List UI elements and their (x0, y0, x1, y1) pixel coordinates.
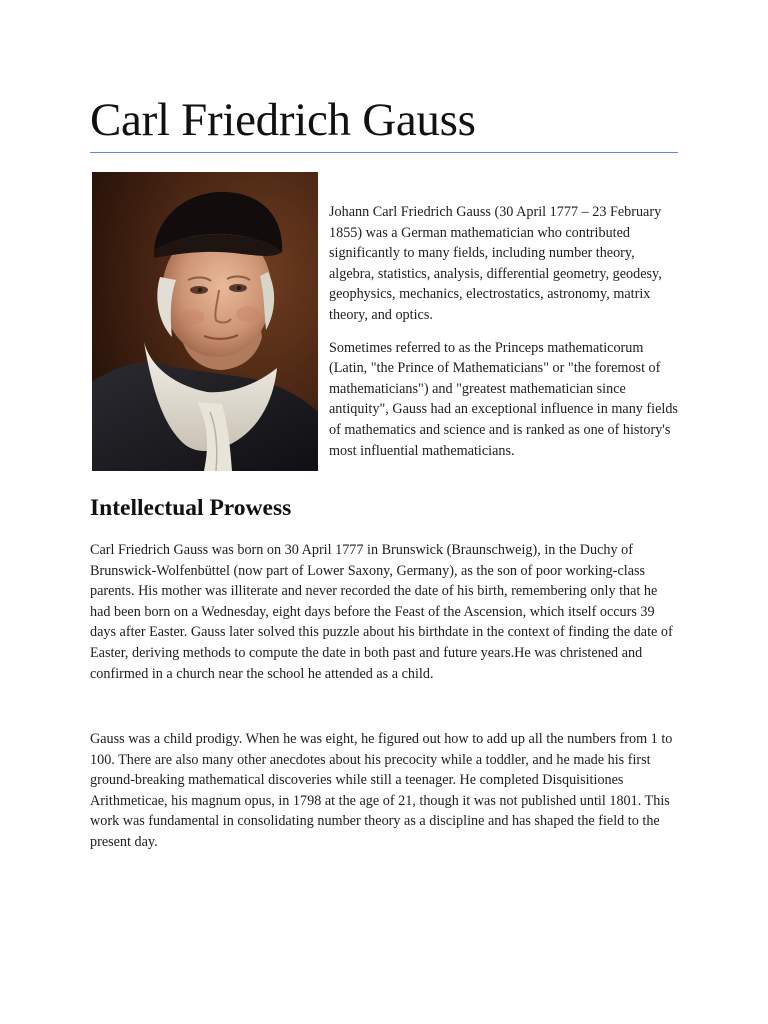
intro-text (329, 202, 681, 473)
portrait-image (92, 172, 318, 471)
body-paragraph: Carl Friedrich Gauss was born on 30 April 1777 in Brunswick (Braunschweig), in the Duchy of Brunswick-Wolfenbüttel (now part of Lower Saxony, Germany), as the son of poor working-class parents. His mother was illiterate and never recorded the date of his birth, remembering only that he had been born on a Wednesday, eight days before the Feast of the Ascension, which itself occurs 39 days after Easter. Gauss later solved this puzzle about his birthdate in the context of finding the date of Easter, deriving methods to compute the date in both past and future years.He was christened and confirmed in a church near the school he attended as a child. (90, 542, 673, 682)
intro-paragraph: Sometimes referred to as the Princeps mathematicorum (Latin, "the Prince of Mathematicians" or "the foremost of mathematicians") and "greatest mathematician since antiquity", Gauss had an exceptional influence in many fields of mathematics and science and is ranked as one of history's most influential mathematicians. (329, 339, 678, 459)
section-heading: Intellectual Prowess (90, 495, 292, 521)
document-title: Carl Friedrich Gauss (90, 94, 476, 146)
intro-paragraph: Johann Carl Friedrich Gauss (30 April 1777 – 23 February 1855) was a German mathematician who contributed significantly to many fields, including number theory, algebra, statistics, analysis, differential geometry, geodesy, geophysics, mechanics, electrostatics, astronomy, matrix theory, and optics. (329, 204, 662, 323)
portrait-illustration (92, 172, 318, 471)
title-divider (90, 152, 678, 153)
body-paragraph: Gauss was a child prodigy. When he was eight, he figured out how to add up all the numbers from 1 to 100. There are also many other anecdotes about his precocity while a toddler, and he made his first ground-breaking mathematical discoveries while still a teenager. He completed Disquisitiones Arithmeticae, his magnum opus, in 1798 at the age of 21, though it was not published until 1801. This work was fundamental in consolidating number theory as a discipline and has shaped the field to the present day. (90, 731, 673, 850)
